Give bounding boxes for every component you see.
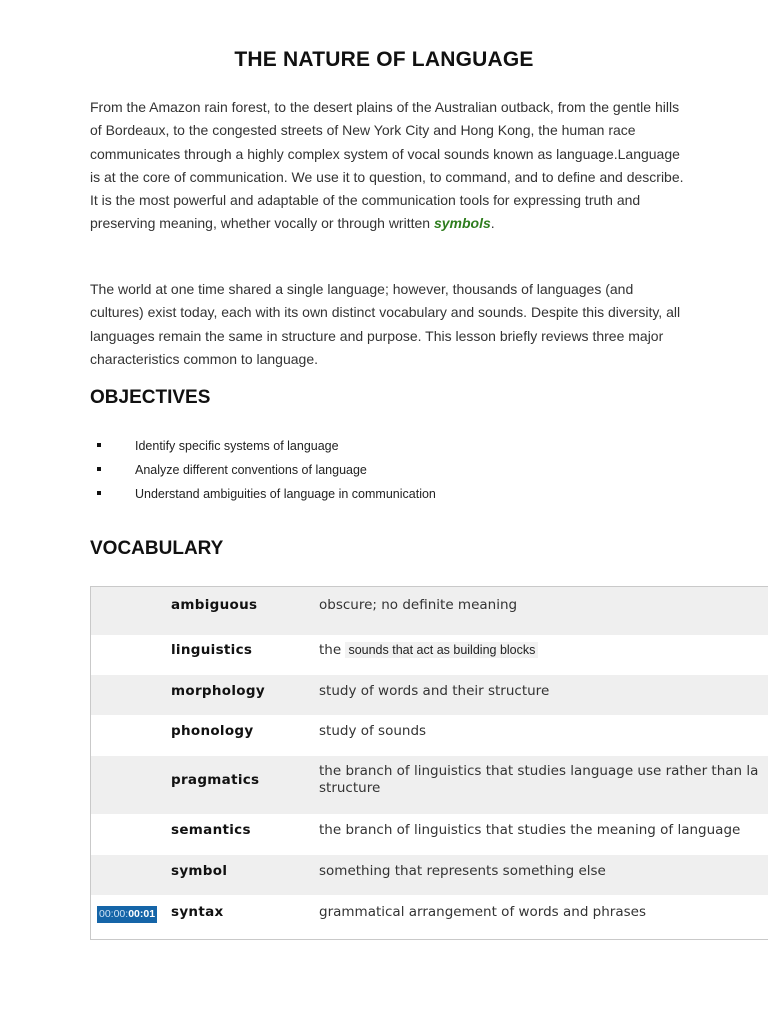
vocabulary-row [91, 715, 768, 756]
objective-item [90, 460, 436, 484]
objectives-heading: OBJECTIVES [90, 387, 211, 408]
vocabulary-row [91, 756, 768, 814]
vocabulary-term: semantics [171, 822, 251, 838]
definition-line-2: structure [319, 780, 381, 796]
vocabulary-row [91, 814, 768, 855]
vocabulary-row [91, 895, 768, 939]
bullet-icon [97, 443, 101, 447]
timestamp-prefix: 00:00: [99, 908, 129, 920]
vocabulary-term: ambiguous [171, 597, 258, 613]
vocabulary-definition: obscure; no definite meaning [319, 597, 518, 613]
objective-text: Analyze different conventions of language [135, 463, 367, 477]
vocabulary-definition [319, 642, 768, 659]
vocabulary-table [90, 586, 768, 940]
definition-prefix: the [319, 642, 346, 658]
timestamp-value: 00:01 [128, 908, 156, 920]
page-title: THE NATURE OF LANGUAGE [234, 48, 534, 71]
objectives-list [90, 436, 436, 508]
vocabulary-definition: grammatical arrangement of words and phrases [319, 904, 647, 920]
intro-paragraph-2: The world at one time shared a single language; however, thousands of languages (and cultures) exist today, each with its own distinct vocabulary and sounds. Despite this diversity, all languages remain the same in structure and purpose. This lesson briefly reviews three major characteristics common to language. [90, 281, 681, 367]
objective-text: Understand ambiguities of language in communication [135, 487, 436, 501]
objective-item [90, 436, 436, 460]
vocabulary-term: syntax [171, 904, 224, 920]
vocabulary-definition: something that represents something else [319, 863, 606, 879]
definition-highlight: sounds that act as building blocks [345, 642, 538, 658]
vocabulary-definition: study of words and their structure [319, 683, 550, 699]
vocabulary-term: pragmatics [171, 772, 260, 788]
definition-line-1: the branch of linguistics that studies language use rather than la [319, 763, 759, 779]
vocabulary-definition [319, 763, 768, 797]
timestamp-badge[interactable] [97, 906, 157, 923]
vocabulary-row [91, 855, 768, 895]
intro-paragraph-1-end: . [490, 215, 495, 232]
objective-item [90, 484, 436, 508]
intro-paragraph-1 [90, 96, 690, 236]
vocabulary-row [91, 635, 768, 675]
bullet-icon [97, 491, 101, 495]
vocabulary-definition: the branch of linguistics that studies the meaning of language [319, 822, 741, 838]
symbols-keyword-link[interactable]: symbols [433, 215, 491, 232]
intro-paragraph-1-text: From the Amazon rain forest, to the desert plains of the Australian outback, from the gentle hills of Bordeaux, to the congested streets of New York City and Hong Kong, the human race communicates through a highly complex system of vocal sounds known as language.Language is at the core of communication. We use it to question, to command, and to define and describe. It is the most powerful and adaptable of the communication tools for expressing truth and preserving meaning, whether vocally or through written [90, 99, 684, 232]
vocabulary-term: phonology [171, 723, 254, 739]
vocabulary-row [91, 587, 768, 635]
vocabulary-row [91, 675, 768, 715]
bullet-icon [97, 467, 101, 471]
vocabulary-heading: VOCABULARY [90, 538, 224, 559]
vocabulary-term: linguistics [171, 642, 253, 658]
vocabulary-term: symbol [171, 863, 228, 879]
objective-text: Identify specific systems of language [135, 439, 339, 453]
vocabulary-term: morphology [171, 683, 265, 699]
vocabulary-definition: study of sounds [319, 723, 427, 739]
